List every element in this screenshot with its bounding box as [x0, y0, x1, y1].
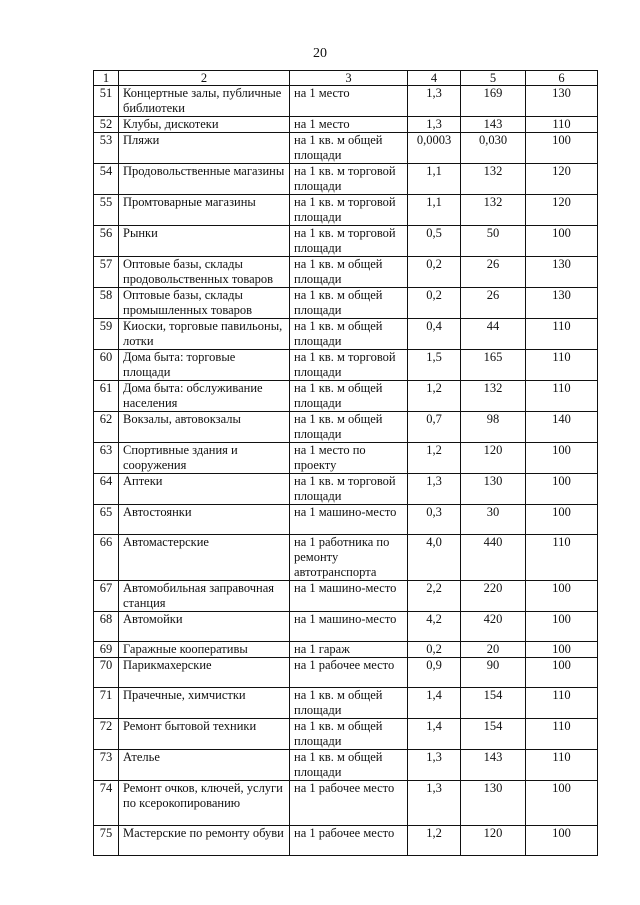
value-col4: 4,2 [408, 612, 461, 642]
value-col5: 130 [461, 781, 526, 826]
value-col4: 0,2 [408, 288, 461, 319]
object-name: Рынки [119, 226, 290, 257]
table-row [94, 612, 598, 642]
object-name: Мастерские по ремонту обуви [119, 826, 290, 856]
object-name: Гаражные кооперативы [119, 642, 290, 658]
value-col6: 100 [526, 581, 598, 612]
norms-table [93, 70, 598, 856]
value-col5: 440 [461, 535, 526, 581]
unit-of-measure: на 1 кв. м торговой площади [290, 195, 408, 226]
row-number: 59 [94, 319, 119, 350]
value-col5: 132 [461, 195, 526, 226]
value-col6: 110 [526, 319, 598, 350]
value-col4: 1,2 [408, 443, 461, 474]
object-name: Клубы, дискотеки [119, 117, 290, 133]
row-number: 58 [94, 288, 119, 319]
table-row [94, 412, 598, 443]
unit-of-measure: на 1 кв. м общей площади [290, 719, 408, 750]
value-col4: 0,2 [408, 257, 461, 288]
value-col5: 132 [461, 381, 526, 412]
value-col4: 1,1 [408, 164, 461, 195]
object-name: Дома быта: обслуживание населения [119, 381, 290, 412]
value-col4: 1,2 [408, 381, 461, 412]
value-col6: 130 [526, 257, 598, 288]
unit-of-measure: на 1 машино-место [290, 612, 408, 642]
value-col6: 100 [526, 642, 598, 658]
value-col4: 1,3 [408, 117, 461, 133]
unit-of-measure: на 1 кв. м общей площади [290, 319, 408, 350]
object-name: Ремонт очков, ключей, услуги по ксерокопированию [119, 781, 290, 826]
row-number: 66 [94, 535, 119, 581]
value-col4: 1,1 [408, 195, 461, 226]
value-col6: 100 [526, 474, 598, 505]
row-number: 56 [94, 226, 119, 257]
unit-of-measure: на 1 рабочее место [290, 826, 408, 856]
unit-of-measure: на 1 работника по ремонту автотранспорта [290, 535, 408, 581]
row-number: 60 [94, 350, 119, 381]
value-col4: 0,9 [408, 658, 461, 688]
table-row [94, 195, 598, 226]
value-col6: 130 [526, 86, 598, 117]
table-row [94, 288, 598, 319]
value-col6: 110 [526, 381, 598, 412]
value-col5: 165 [461, 350, 526, 381]
value-col4: 2,2 [408, 581, 461, 612]
table-row [94, 257, 598, 288]
table-row [94, 688, 598, 719]
unit-of-measure: на 1 рабочее место [290, 658, 408, 688]
unit-of-measure: на 1 кв. м общей площади [290, 750, 408, 781]
value-col4: 1,3 [408, 474, 461, 505]
row-number: 67 [94, 581, 119, 612]
table-row [94, 350, 598, 381]
value-col5: 90 [461, 658, 526, 688]
unit-of-measure: на 1 кв. м общей площади [290, 288, 408, 319]
value-col6: 100 [526, 443, 598, 474]
row-number: 63 [94, 443, 119, 474]
value-col6: 100 [526, 781, 598, 826]
value-col6: 110 [526, 117, 598, 133]
value-col5: 30 [461, 505, 526, 535]
value-col6: 110 [526, 719, 598, 750]
value-col5: 44 [461, 319, 526, 350]
object-name: Автомастерские [119, 535, 290, 581]
object-name: Киоски, торговые павильоны, лотки [119, 319, 290, 350]
table-row [94, 86, 598, 117]
row-number: 64 [94, 474, 119, 505]
row-number: 53 [94, 133, 119, 164]
object-name: Дома быта: торговые площади [119, 350, 290, 381]
row-number: 54 [94, 164, 119, 195]
unit-of-measure: на 1 кв. м торговой площади [290, 164, 408, 195]
object-name: Прачечные, химчистки [119, 688, 290, 719]
unit-of-measure: на 1 машино-место [290, 505, 408, 535]
unit-of-measure: на 1 место [290, 86, 408, 117]
table-row [94, 826, 598, 856]
value-col5: 154 [461, 688, 526, 719]
value-col5: 120 [461, 443, 526, 474]
table-row [94, 719, 598, 750]
row-number: 71 [94, 688, 119, 719]
table-row [94, 535, 598, 581]
unit-of-measure: на 1 место [290, 117, 408, 133]
unit-of-measure: на 1 кв. м общей площади [290, 381, 408, 412]
row-number: 61 [94, 381, 119, 412]
object-name: Концертные залы, публичные библиотеки [119, 86, 290, 117]
value-col6: 100 [526, 226, 598, 257]
object-name: Автомобильная заправочная станция [119, 581, 290, 612]
row-number: 69 [94, 642, 119, 658]
table-row [94, 117, 598, 133]
value-col5: 20 [461, 642, 526, 658]
value-col4: 0,5 [408, 226, 461, 257]
row-number: 51 [94, 86, 119, 117]
value-col6: 100 [526, 612, 598, 642]
value-col4: 1,3 [408, 86, 461, 117]
value-col6: 110 [526, 750, 598, 781]
value-col6: 100 [526, 826, 598, 856]
row-number: 55 [94, 195, 119, 226]
object-name: Оптовые базы, склады продовольственных товаров [119, 257, 290, 288]
row-number: 57 [94, 257, 119, 288]
table-row [94, 658, 598, 688]
row-number: 70 [94, 658, 119, 688]
table-row [94, 133, 598, 164]
row-number: 73 [94, 750, 119, 781]
row-number: 75 [94, 826, 119, 856]
value-col5: 50 [461, 226, 526, 257]
table-row [94, 164, 598, 195]
value-col4: 0,3 [408, 505, 461, 535]
value-col6: 110 [526, 350, 598, 381]
column-header-3: 3 [290, 71, 408, 86]
value-col5: 169 [461, 86, 526, 117]
object-name: Вокзалы, автовокзалы [119, 412, 290, 443]
unit-of-measure: на 1 кв. м общей площади [290, 412, 408, 443]
object-name: Ремонт бытовой техники [119, 719, 290, 750]
page-number: 20 [313, 46, 327, 61]
unit-of-measure: на 1 рабочее место [290, 781, 408, 826]
row-number: 65 [94, 505, 119, 535]
table-row [94, 443, 598, 474]
unit-of-measure: на 1 кв. м торговой площади [290, 350, 408, 381]
value-col6: 130 [526, 288, 598, 319]
object-name: Автомойки [119, 612, 290, 642]
value-col4: 1,3 [408, 781, 461, 826]
value-col5: 26 [461, 288, 526, 319]
value-col4: 0,2 [408, 642, 461, 658]
value-col6: 110 [526, 535, 598, 581]
table-row [94, 505, 598, 535]
table-row [94, 319, 598, 350]
row-number: 52 [94, 117, 119, 133]
value-col4: 0,7 [408, 412, 461, 443]
value-col5: 154 [461, 719, 526, 750]
object-name: Автостоянки [119, 505, 290, 535]
value-col4: 0,0003 [408, 133, 461, 164]
row-number: 62 [94, 412, 119, 443]
value-col4: 1,2 [408, 826, 461, 856]
table-row [94, 474, 598, 505]
unit-of-measure: на 1 кв. м общей площади [290, 688, 408, 719]
unit-of-measure: на 1 гараж [290, 642, 408, 658]
value-col5: 132 [461, 164, 526, 195]
row-number: 72 [94, 719, 119, 750]
table-header-row [94, 71, 598, 86]
object-name: Аптеки [119, 474, 290, 505]
unit-of-measure: на 1 кв. м торговой площади [290, 474, 408, 505]
table-body [94, 86, 598, 856]
column-header-4: 4 [408, 71, 461, 86]
value-col4: 1,4 [408, 688, 461, 719]
unit-of-measure: на 1 кв. м общей площади [290, 133, 408, 164]
unit-of-measure: на 1 кв. м торговой площади [290, 226, 408, 257]
value-col6: 120 [526, 195, 598, 226]
row-number: 68 [94, 612, 119, 642]
object-name: Парикмахерские [119, 658, 290, 688]
row-number: 74 [94, 781, 119, 826]
value-col4: 1,4 [408, 719, 461, 750]
value-col5: 220 [461, 581, 526, 612]
value-col5: 130 [461, 474, 526, 505]
value-col6: 100 [526, 505, 598, 535]
value-col5: 98 [461, 412, 526, 443]
value-col6: 120 [526, 164, 598, 195]
value-col6: 140 [526, 412, 598, 443]
object-name: Оптовые базы, склады промышленных товаров [119, 288, 290, 319]
value-col4: 0,4 [408, 319, 461, 350]
table-row [94, 226, 598, 257]
value-col5: 120 [461, 826, 526, 856]
value-col4: 1,5 [408, 350, 461, 381]
table-row [94, 581, 598, 612]
object-name: Ателье [119, 750, 290, 781]
value-col5: 0,030 [461, 133, 526, 164]
unit-of-measure: на 1 место по проекту [290, 443, 408, 474]
value-col5: 143 [461, 750, 526, 781]
value-col4: 1,3 [408, 750, 461, 781]
column-header-6: 6 [526, 71, 598, 86]
value-col5: 143 [461, 117, 526, 133]
value-col6: 100 [526, 658, 598, 688]
column-header-2: 2 [119, 71, 290, 86]
table-row [94, 381, 598, 412]
unit-of-measure: на 1 кв. м общей площади [290, 257, 408, 288]
unit-of-measure: на 1 машино-место [290, 581, 408, 612]
value-col5: 26 [461, 257, 526, 288]
object-name: Спортивные здания и сооружения [119, 443, 290, 474]
object-name: Промтоварные магазины [119, 195, 290, 226]
value-col5: 420 [461, 612, 526, 642]
object-name: Пляжи [119, 133, 290, 164]
value-col6: 110 [526, 688, 598, 719]
table-row [94, 642, 598, 658]
value-col4: 4,0 [408, 535, 461, 581]
object-name: Продовольственные магазины [119, 164, 290, 195]
value-col6: 100 [526, 133, 598, 164]
column-header-1: 1 [94, 71, 119, 86]
table-row [94, 750, 598, 781]
table-row [94, 781, 598, 826]
column-header-5: 5 [461, 71, 526, 86]
